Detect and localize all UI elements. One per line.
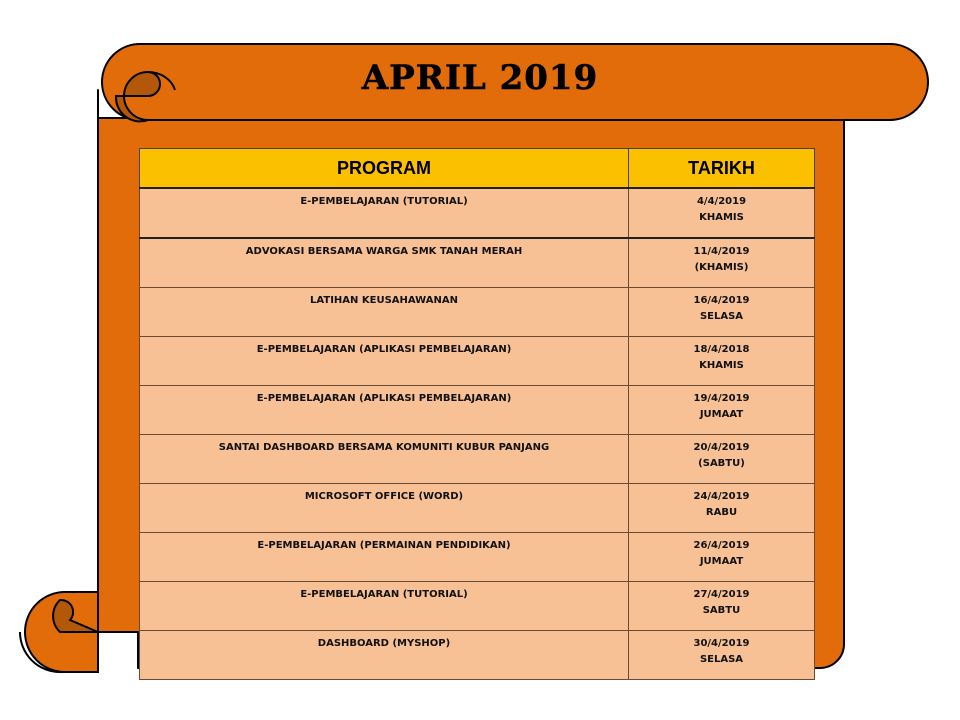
- date-cell: [629, 288, 815, 337]
- date-cell: [629, 435, 815, 484]
- event-day: JUMAAT: [699, 409, 744, 420]
- column-header-date: TARIKH: [629, 149, 815, 189]
- table-row: [140, 288, 815, 337]
- program-name: E-PEMBELAJARAN (APLIKASI PEMBELAJARAN): [256, 393, 512, 404]
- program-cell: [140, 386, 629, 435]
- date-cell: [629, 484, 815, 533]
- program-cell: [140, 435, 629, 484]
- event-day: KHAMIS: [699, 212, 744, 223]
- event-date: 27/4/2019: [693, 589, 750, 600]
- event-date: 24/4/2019: [693, 491, 750, 502]
- date-cell: [629, 386, 815, 435]
- event-day: JUMAAT: [699, 556, 744, 567]
- program-cell: [140, 631, 629, 680]
- date-cell: [629, 631, 815, 680]
- date-cell: [629, 238, 815, 288]
- program-name: ADVOKASI BERSAMA WARGA SMK TANAH MERAH: [245, 246, 523, 257]
- table-row: [140, 582, 815, 631]
- program-cell: [140, 288, 629, 337]
- program-name: E-PEMBELAJARAN (TUTORIAL): [300, 589, 468, 600]
- event-day: SABTU: [702, 605, 741, 616]
- program-name: LATIHAN KEUSAHAWANAN: [310, 295, 458, 306]
- schedule-body: [140, 188, 815, 680]
- event-date: 20/4/2019: [693, 442, 750, 453]
- column-header-program: PROGRAM: [140, 149, 629, 189]
- date-cell: [629, 533, 815, 582]
- program-name: MICROSOFT OFFICE (WORD): [304, 491, 464, 502]
- event-date: 11/4/2019: [693, 246, 750, 257]
- table-header-row: [140, 149, 815, 189]
- event-day: (SABTU): [698, 458, 745, 469]
- table-row: [140, 484, 815, 533]
- page-title: APRIL 2019: [361, 58, 599, 98]
- program-cell: [140, 484, 629, 533]
- table-row: [140, 435, 815, 484]
- program-cell: [140, 337, 629, 386]
- table-row: [140, 337, 815, 386]
- event-day: KHAMIS: [699, 360, 744, 371]
- event-date: 30/4/2019: [693, 638, 750, 649]
- program-name: SANTAI DASHBOARD BERSAMA KOMUNITI KUBUR PANJANG: [218, 442, 550, 453]
- program-name: E-PEMBELAJARAN (PERMAINAN PENDIDIKAN): [257, 540, 511, 551]
- table-row: [140, 386, 815, 435]
- program-cell: [140, 582, 629, 631]
- event-date: 19/4/2019: [693, 393, 750, 404]
- program-name: E-PEMBELAJARAN (APLIKASI PEMBELAJARAN): [256, 344, 512, 355]
- program-name: DASHBOARD (MYSHOP): [317, 638, 451, 649]
- table-row: [140, 631, 815, 680]
- table-row: [140, 238, 815, 288]
- program-cell: [140, 238, 629, 288]
- date-cell: [629, 337, 815, 386]
- schedule-table: [139, 148, 815, 680]
- program-cell: [140, 533, 629, 582]
- event-date: 18/4/2018: [693, 344, 750, 355]
- date-cell: [629, 582, 815, 631]
- program-cell: [140, 188, 629, 238]
- event-date: 26/4/2019: [693, 540, 750, 551]
- event-day: RABU: [705, 507, 738, 518]
- table-row: [140, 533, 815, 582]
- event-date: 4/4/2019: [696, 196, 747, 207]
- date-cell: [629, 188, 815, 238]
- event-day: SELASA: [699, 311, 744, 322]
- event-day: (KHAMIS): [694, 262, 749, 273]
- event-day: SELASA: [699, 654, 744, 665]
- table-row: [140, 188, 815, 238]
- event-date: 16/4/2019: [693, 295, 750, 306]
- program-name: E-PEMBELAJARAN (TUTORIAL): [300, 196, 468, 207]
